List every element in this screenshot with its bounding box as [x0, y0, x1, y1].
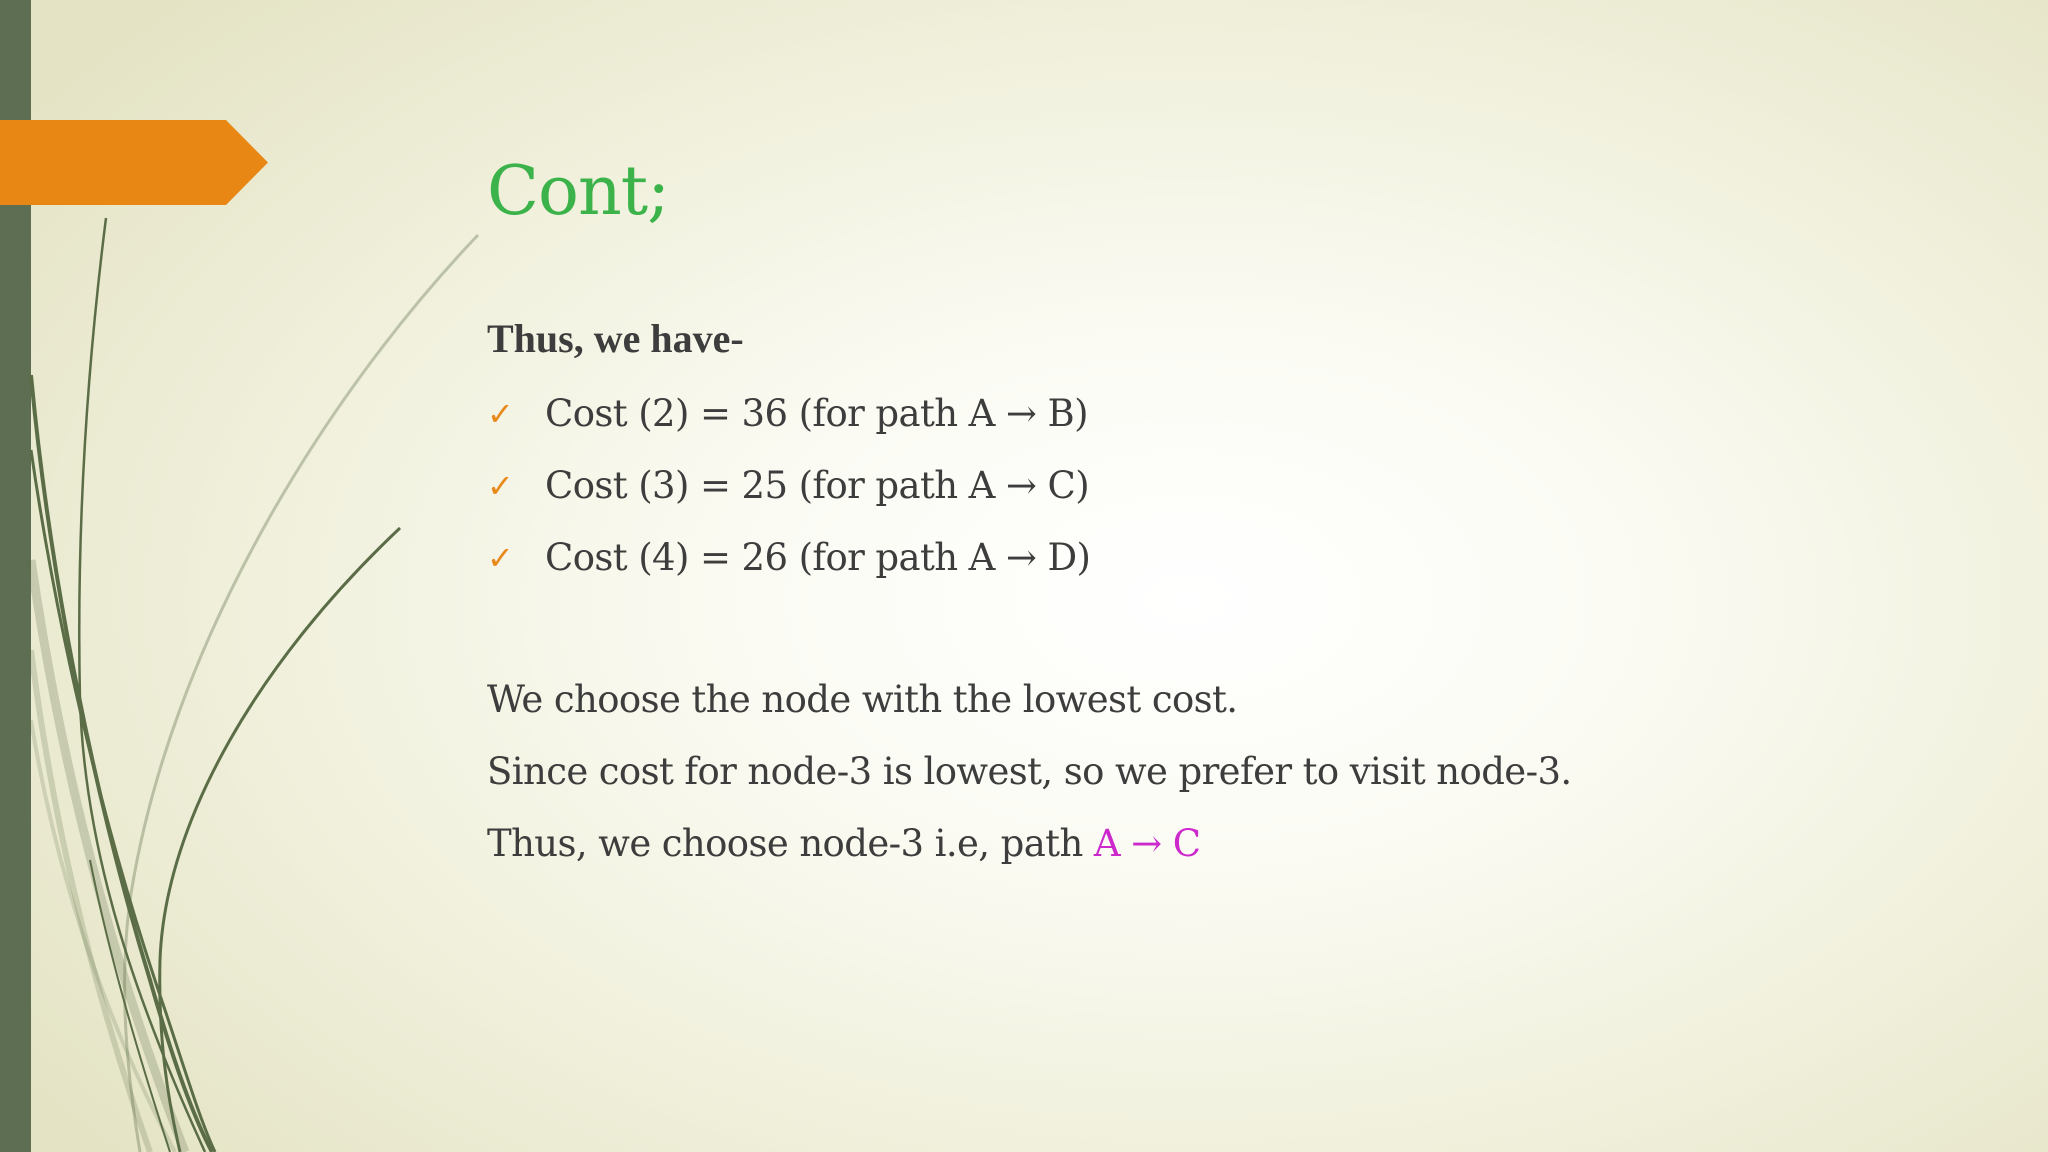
highlighted-path: A → C [1093, 822, 1201, 865]
slide-content [487, 312, 1572, 886]
grass-blade-faded [31, 560, 185, 1152]
checkmark-icon: ✓ [487, 539, 514, 577]
grass-blade [160, 528, 400, 1152]
spacer [487, 600, 1572, 670]
paragraph: Since cost for node-3 is lowest, so we prefer to visit node-3. [487, 750, 1572, 793]
checkmark-icon: ✓ [487, 467, 514, 505]
intro-heading: Thus, we have- [487, 316, 744, 361]
slide-title: Cont; [487, 152, 669, 231]
grass-blade [79, 218, 205, 1152]
paragraph: We choose the node with the lowest cost. [487, 678, 1238, 721]
cost-list [487, 384, 1572, 600]
arrow-banner-fill [0, 120, 268, 205]
arrow-banner-shape [0, 120, 268, 205]
grass-blade-faded [125, 235, 478, 1152]
checkmark-icon: ✓ [487, 395, 514, 433]
grass-blade-faded [31, 650, 150, 1152]
conclusion-paragraph [487, 814, 1572, 886]
list-item-text: Cost (3) = 25 (for path A → C) [545, 464, 1090, 507]
list-item [487, 456, 1572, 528]
conclusion-text: Thus, we choose node-3 i.e, path [487, 822, 1094, 865]
list-item [487, 528, 1572, 600]
list-item-text: Cost (2) = 36 (for path A → B) [545, 392, 1088, 435]
list-item-text: Cost (4) = 26 (for path A → D) [545, 536, 1091, 579]
list-item [487, 384, 1572, 456]
